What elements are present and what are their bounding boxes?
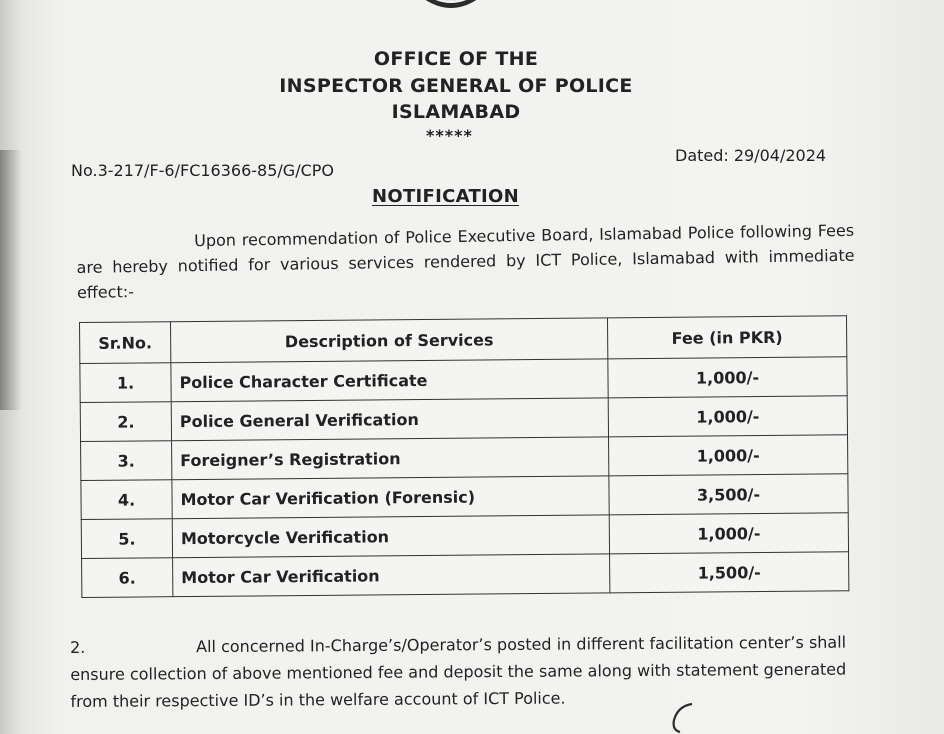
intro-paragraph-text: Upon recommendation of Police Executive Board, Islamabad Police following Fees are hereby notified for various services rendered by ICT Police, Islamabad with immediate effect:- [76, 220, 855, 302]
row-sr-no: 4. [81, 480, 172, 520]
table-row [81, 513, 848, 559]
table-header-row [80, 316, 847, 364]
notification-date: Dated: 29/04/2024 [675, 146, 827, 165]
row-description: Police Character Certificate [171, 359, 608, 402]
directive-paragraph [70, 629, 847, 715]
row-sr-no: 3. [81, 441, 172, 481]
table-row [80, 357, 847, 403]
directive-paragraph-text: All concerned In-Charge’s/Operator’s posted in different facilitation center’s shall ensure collection of above mentioned fee and deposit the same along with statement generated from their respective ID’s in the welfare account of ICT Police. [70, 632, 847, 711]
row-fee: 1,000/- [609, 513, 848, 554]
reference-number: No.3-217/F-6/FC16366-85/G/CPO [71, 161, 334, 180]
intro-paragraph [76, 218, 855, 305]
table-row [80, 396, 847, 442]
row-sr-no: 6. [82, 558, 173, 598]
header-fee: Fee (in PKR) [607, 316, 846, 359]
row-sr-no: 1. [80, 363, 171, 403]
row-fee: 1,000/- [609, 435, 848, 476]
row-fee: 1,000/- [608, 357, 847, 398]
row-description: Police General Verification [171, 398, 608, 441]
row-fee: 1,000/- [608, 396, 847, 437]
row-description: Foreigner’s Registration [172, 437, 609, 480]
page-edge-shadow [0, 150, 22, 410]
row-description: Motorcycle Verification [172, 515, 609, 558]
row-fee: 1,500/- [610, 552, 849, 593]
row-description: Motor Car Verification (Forensic) [172, 476, 609, 519]
fees-table [79, 315, 849, 598]
row-fee: 3,500/- [609, 474, 848, 515]
heading-stars: ***** [426, 126, 473, 145]
table-row [81, 435, 848, 481]
office-heading-line3: ISLAMABAD [391, 101, 521, 123]
row-sr-no: 5. [81, 519, 172, 559]
table-row [81, 474, 848, 520]
row-description: Motor Car Verification [173, 554, 610, 597]
signature-mark-icon [668, 702, 698, 734]
office-heading-line1: OFFICE OF THE [373, 48, 539, 70]
paragraph-number: 2. [70, 637, 86, 657]
notification-title: NOTIFICATION [372, 186, 520, 207]
police-crest-icon [410, 0, 492, 22]
office-heading-line2: INSPECTOR GENERAL OF POLICE [279, 75, 633, 97]
header-sr-no: Sr.No. [80, 322, 171, 364]
table-row [82, 552, 849, 598]
row-sr-no: 2. [80, 402, 171, 442]
header-description: Description of Services [171, 318, 608, 363]
